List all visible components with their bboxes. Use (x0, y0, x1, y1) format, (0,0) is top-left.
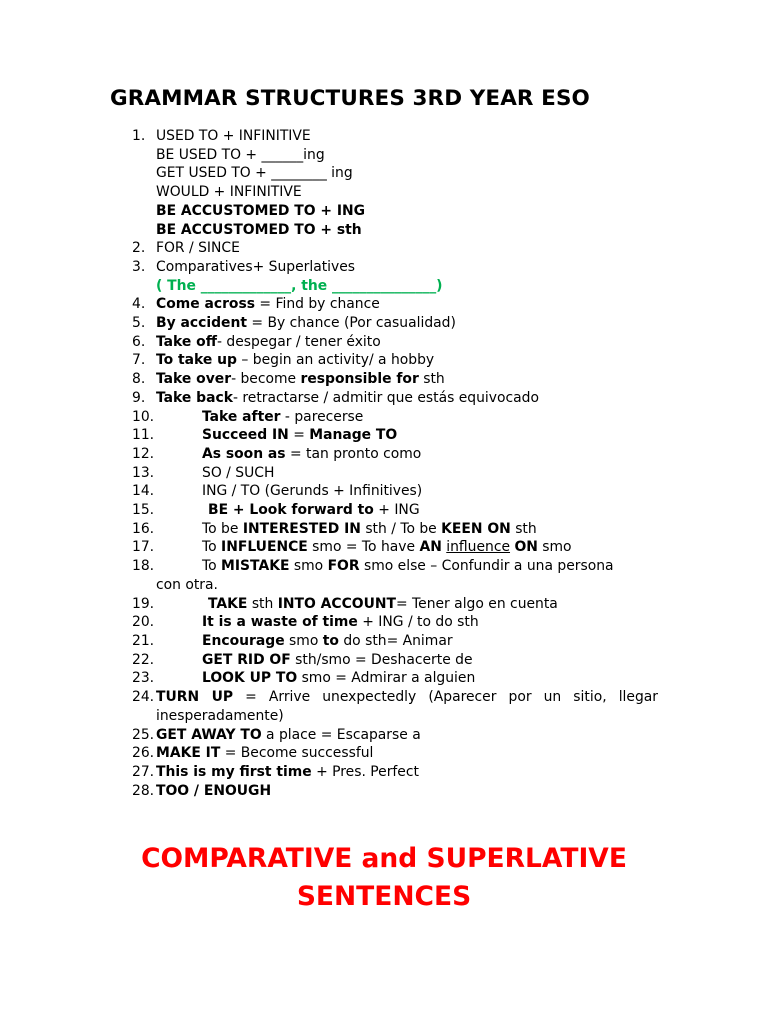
page-title: GRAMMAR STRUCTURES 3RD YEAR ESO (110, 86, 590, 111)
phrase-rest: sth/smo = Deshacerte de (290, 651, 473, 668)
item-number: 27. (132, 763, 155, 780)
list-item-3 (0, 258, 768, 277)
phrase-rest: = tan pronto como (285, 445, 422, 462)
item-text: SO / SUCH (202, 464, 275, 481)
phrase-mid: smo (289, 558, 328, 575)
phrase-rest: - despegar / tener éxito (216, 333, 381, 350)
phrase-bold: This is my first time (156, 763, 312, 780)
phrase-bold: Come across (156, 296, 256, 313)
comparative-pattern: ( The _____________, the _______________) (156, 277, 443, 294)
item-text (202, 426, 768, 445)
list-item-7 (0, 351, 768, 370)
phrase-mid: = (288, 427, 310, 444)
phrase-bold: MAKE IT (156, 745, 221, 762)
phrase-underlined: influence (446, 539, 511, 556)
phrase-bold-2: KEEN ON (441, 520, 511, 537)
phrase-bold: Encourage (202, 632, 285, 649)
phrase-rest: smo (537, 539, 572, 556)
item-text-bold: BE ACCUSTOMED TO + sth (156, 221, 362, 238)
item-text (202, 557, 768, 576)
item-text (202, 651, 768, 670)
item-number: 20. (132, 614, 155, 631)
phrase-rest: - retractarse / admitir que estás equivocado (232, 389, 539, 406)
phrase-rest: – begin an activity/ a hobby (236, 352, 435, 369)
item-text-continuation: con otra. (156, 576, 218, 593)
phrase-bold: By accident (156, 315, 247, 332)
list-item-1-line (0, 202, 768, 221)
phrase-rest: = Find by chance (255, 296, 380, 313)
item-text (156, 295, 768, 314)
list-item-14 (0, 482, 768, 501)
list-item-24-continuation (0, 707, 768, 726)
item-number: 26. (132, 745, 155, 762)
list-item-1-line (0, 164, 768, 183)
item-text (202, 520, 768, 539)
item-number: 18. (132, 558, 155, 575)
item-text: FOR / SINCE (156, 240, 240, 257)
phrase-lead: To be (202, 520, 243, 537)
phrase-lead: To (202, 539, 222, 556)
item-text (156, 389, 768, 408)
list-item-22 (0, 651, 768, 670)
list-item-5 (0, 314, 768, 333)
list-item-1 (0, 127, 768, 146)
list-item-10 (0, 408, 768, 427)
phrase-mid: smo = To have (307, 539, 420, 556)
item-text: WOULD + INFINITIVE (156, 184, 302, 201)
section-heading-line-1: COMPARATIVE and SUPERLATIVE (141, 843, 627, 874)
item-number: 13. (132, 464, 155, 481)
item-text (156, 314, 768, 333)
phrase-bold: INFLUENCE (221, 539, 308, 556)
phrase-rest: + ING / to do sth (357, 614, 479, 631)
phrase-bold: Take off (156, 333, 217, 350)
list-item-21 (0, 632, 768, 651)
list-item-1-line (0, 221, 768, 240)
item-text (156, 726, 768, 745)
phrase-bold: GET AWAY TO (156, 726, 262, 743)
item-number: 25. (132, 726, 155, 743)
item-text (202, 669, 768, 688)
phrase-bold: Take after (202, 408, 281, 425)
phrase-rest: smo = Admirar a alguien (297, 670, 476, 687)
phrase-rest: = Become successful (220, 745, 374, 762)
phrase-bold-2: INTO ACCOUNT (277, 595, 396, 612)
item-text: BE USED TO + ______ing (156, 146, 325, 163)
item-text (156, 370, 768, 389)
item-text (156, 744, 768, 763)
item-number: 2. (132, 240, 146, 257)
list-item-13 (0, 464, 768, 483)
phrase-bold: BE + Look forward to (208, 502, 374, 519)
list-item-4 (0, 295, 768, 314)
phrase-rest: a place = Escaparse a (261, 726, 421, 743)
item-text-continuation: inesperadamente) (156, 707, 284, 724)
phrase-bold: Succeed IN (202, 427, 289, 444)
item-number: 7. (132, 352, 146, 369)
item-number: 3. (132, 258, 146, 275)
phrase-bold: INTERESTED IN (242, 520, 361, 537)
phrase-bold: LOOK UP TO (202, 670, 298, 687)
phrase-mid: sth (247, 595, 278, 612)
item-text (156, 351, 768, 370)
phrase-rest: sth (510, 520, 537, 537)
list-item-25 (0, 726, 768, 745)
list-item-1-line (0, 146, 768, 165)
list-item-3-pattern (0, 277, 768, 296)
item-number: 5. (132, 315, 146, 332)
phrase-mid: sth / To be (360, 520, 442, 537)
item-text (208, 595, 768, 614)
phrase-mid: - become (231, 371, 301, 388)
item-number: 24. (132, 689, 155, 706)
item-text: USED TO + INFINITIVE (156, 128, 311, 144)
item-number: 21. (132, 632, 155, 649)
phrase-rest: = Tener algo en cuenta (395, 595, 558, 612)
list-item-18 (0, 557, 768, 576)
phrase-bold-2: FOR (327, 558, 360, 575)
item-text (156, 333, 768, 352)
item-text (202, 408, 768, 427)
phrase-rest: do sth= Animar (338, 632, 453, 649)
item-number: 15. (132, 502, 155, 519)
phrase-bold-2: responsible for (300, 371, 419, 388)
item-number: 28. (132, 782, 155, 799)
list-item-27 (0, 763, 768, 782)
list-item-2 (0, 239, 768, 258)
item-number: 16. (132, 520, 155, 537)
item-text-bold: TOO / ENOUGH (156, 782, 272, 799)
list-item-18-continuation (0, 576, 768, 595)
phrase-bold-2: to (322, 632, 339, 649)
item-number: 6. (132, 333, 146, 350)
phrase-lead: To (202, 558, 222, 575)
list-item-16 (0, 520, 768, 539)
phrase-mid: smo (284, 632, 323, 649)
item-number: 19. (132, 595, 155, 612)
item-text (202, 632, 768, 651)
phrase-bold: It is a waste of time (202, 614, 358, 631)
item-text (202, 538, 768, 557)
phrase-bold: To take up (156, 352, 237, 369)
phrase-bold: MISTAKE (221, 558, 290, 575)
item-text (208, 501, 768, 520)
list-item-17 (0, 538, 768, 557)
list-item-12 (0, 445, 768, 464)
phrase-bold: As soon as (202, 445, 286, 462)
section-heading-line-2: SENTENCES (296, 881, 472, 912)
phrase-rest: + Pres. Perfect (311, 763, 419, 780)
item-number: 12. (132, 445, 155, 462)
item-text: GET USED TO + ________ ing (156, 165, 353, 182)
list-item-11 (0, 426, 768, 445)
item-number: 1. (132, 128, 146, 144)
phrase-bold-3: ON (514, 539, 538, 556)
item-text (202, 445, 768, 464)
item-number: 22. (132, 651, 155, 668)
list-item-23 (0, 669, 768, 688)
phrase-bold: GET RID OF (202, 651, 291, 668)
phrase-rest: = Arrive unexpectedly (Aparecer por un sitio, llegar (233, 689, 659, 706)
item-number: 23. (132, 670, 155, 687)
list-item-15 (0, 501, 768, 520)
list-item-19 (0, 595, 768, 614)
phrase-rest: smo else – Confundir a una persona (359, 558, 614, 575)
phrase-bold-2: Manage TO (309, 427, 398, 444)
phrase-bold: Take back (156, 389, 233, 406)
item-text: ING / TO (Gerunds + Infinitives) (202, 483, 423, 500)
list-item-24 (0, 688, 768, 707)
item-text (156, 763, 768, 782)
item-number: 8. (132, 371, 146, 388)
item-number: 11. (132, 427, 155, 444)
phrase-rest: sth (418, 371, 445, 388)
item-text (156, 688, 658, 707)
grammar-list (0, 127, 768, 800)
section-heading (0, 840, 768, 916)
list-item-1-line (0, 183, 768, 202)
item-number: 14. (132, 483, 155, 500)
phrase-rest: - parecerse (280, 408, 364, 425)
item-number: 4. (132, 296, 146, 313)
phrase-rest: = By chance (Por casualidad) (246, 315, 456, 332)
phrase-bold: TAKE (208, 595, 248, 612)
item-number: 9. (132, 389, 146, 406)
phrase-bold: TURN UP (156, 689, 234, 706)
phrase-rest: + ING (373, 502, 420, 519)
phrase-bold: Take over (156, 371, 232, 388)
list-item-8 (0, 370, 768, 389)
item-text-bold: BE ACCUSTOMED TO + ING (156, 202, 366, 219)
item-number: 10. (132, 408, 155, 425)
phrase-bold-2: AN (419, 539, 442, 556)
list-item-26 (0, 744, 768, 763)
item-text (202, 613, 768, 632)
list-item-9 (0, 389, 768, 408)
item-number: 17. (132, 539, 155, 556)
item-text: Comparatives+ Superlatives (156, 258, 356, 275)
list-item-6 (0, 333, 768, 352)
list-item-28 (0, 782, 768, 801)
list-item-20 (0, 613, 768, 632)
